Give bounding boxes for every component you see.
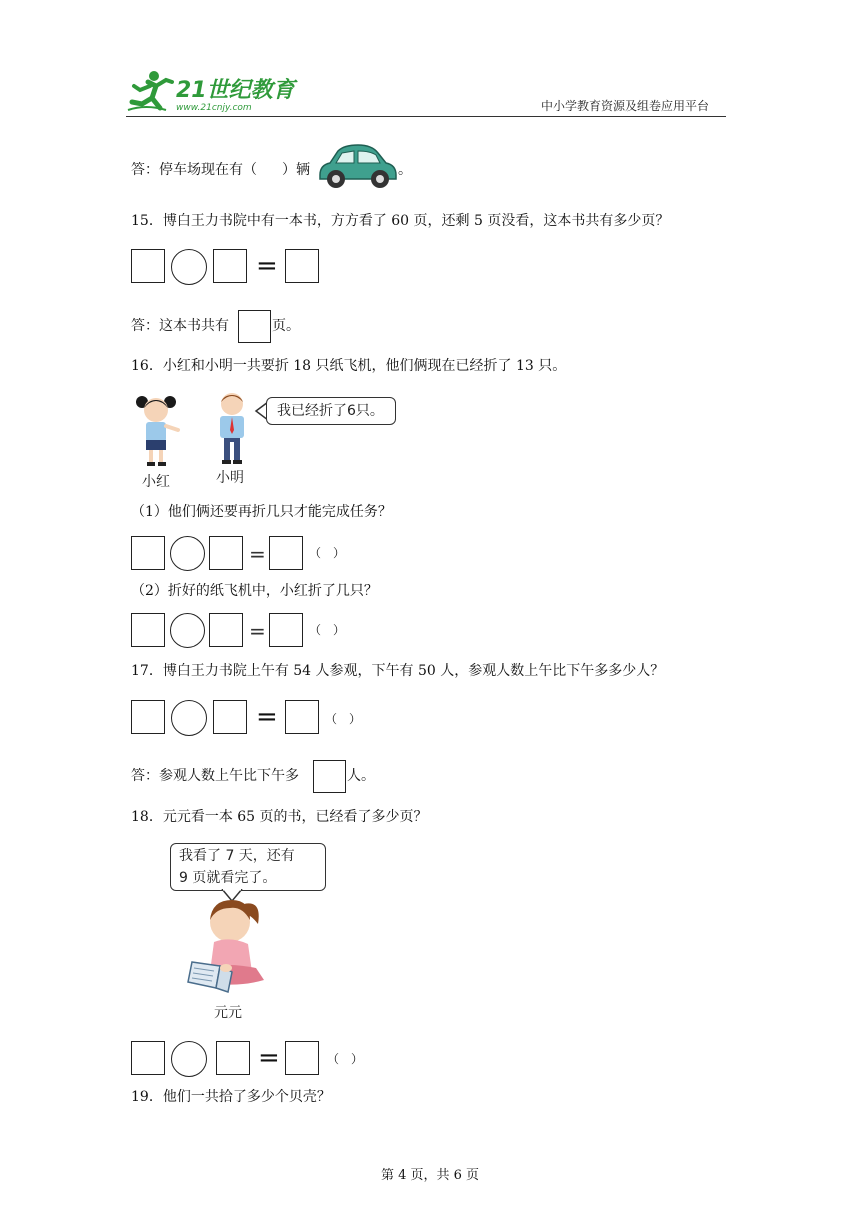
q14-answer-middle: ）辆: [282, 162, 310, 178]
q18-text: 18．元元看一本 65 页的书，已经看了多少页？: [131, 809, 428, 825]
q16-2-unit-paren[interactable]: （ ）: [309, 623, 346, 637]
q18-unit-paren[interactable]: （ ）: [327, 1052, 364, 1066]
boy-xiaoming-icon: [212, 390, 252, 466]
q14-answer-prefix: 答：停车场现在有（: [131, 162, 257, 178]
q18-box-1[interactable]: [131, 1041, 165, 1075]
logo-url: www.21cnjy.com: [176, 103, 252, 113]
q16-2-box-1[interactable]: [131, 613, 165, 647]
q18-bubble-line-1: 我看了 7 天，还有: [179, 848, 295, 864]
q16-2-operator-circle[interactable]: [170, 613, 205, 648]
header-divider: [126, 116, 726, 117]
q16-1-unit-paren[interactable]: （ ）: [309, 546, 346, 560]
q16-sub1: （1）他们俩还要再折几只才能完成任务？: [131, 504, 392, 520]
q17-text: 17．博白王力书院上午有 54 人参观，下午有 50 人，参观人数上午比下午多多少人？: [131, 663, 665, 679]
q17-answer-suffix: 人。: [347, 768, 375, 784]
q17-box-result[interactable]: [285, 700, 319, 734]
q15-answer-prefix: 答：这本书共有: [131, 318, 229, 334]
q17-operator-circle[interactable]: [171, 700, 207, 736]
q15-box-1[interactable]: [131, 249, 165, 283]
runner-logo-icon: [126, 68, 176, 114]
q15-operator-circle[interactable]: [171, 249, 207, 285]
q16-name-girl: 小红: [142, 474, 170, 490]
header-right-text: 中小学教育资源及组卷应用平台: [541, 99, 710, 113]
q18-bubble-line-2: 9 页就看完了。: [179, 870, 277, 886]
q15-equals: =: [256, 251, 278, 281]
car-icon: [314, 143, 400, 191]
q15-answer-suffix: 页。: [272, 318, 300, 334]
q17-answer-box[interactable]: [313, 760, 346, 793]
q18-equals: =: [258, 1043, 280, 1073]
q15-answer-box[interactable]: [238, 310, 271, 343]
q18-box-result[interactable]: [285, 1041, 319, 1075]
q17-box-2[interactable]: [213, 700, 247, 734]
q15-text: 15．博白王力书院中有一本书，方方看了 60 页，还剩 5 页没看，这本书共有多少页？: [131, 213, 670, 229]
girl-yuanyuan-reading-icon: [186, 892, 272, 996]
q17-box-1[interactable]: [131, 700, 165, 734]
q14-answer-end: 。: [398, 162, 412, 178]
q18-name: 元元: [214, 1005, 242, 1021]
girl-xiaohong-icon: [134, 392, 182, 468]
q16-1-box-2[interactable]: [209, 536, 243, 570]
q17-answer-prefix: 答：参观人数上午比下午多: [131, 768, 299, 784]
q18-speech-bubble: [170, 843, 326, 891]
q16-1-box-1[interactable]: [131, 536, 165, 570]
q17-equals: =: [256, 702, 278, 732]
q19-text: 19．他们一共拾了多少个贝壳？: [131, 1089, 331, 1105]
q16-speech-bubble: 我已经折了6只。: [266, 397, 396, 425]
q16-text: 16．小红和小明一共要折 18 只纸飞机，他们俩现在已经折了 13 只。: [131, 358, 567, 374]
q15-box-2[interactable]: [213, 249, 247, 283]
logo-text: 21世纪教育: [176, 78, 295, 103]
q17-unit-paren[interactable]: （ ）: [325, 712, 362, 726]
q16-2-box-result[interactable]: [269, 613, 303, 647]
q18-box-2[interactable]: [216, 1041, 250, 1075]
q18-operator-circle[interactable]: [171, 1041, 207, 1077]
q16-1-box-result[interactable]: [269, 536, 303, 570]
q16-name-boy: 小明: [216, 470, 244, 486]
page-footer: 第 4 页，共 6 页: [380, 1168, 480, 1183]
q16-2-box-2[interactable]: [209, 613, 243, 647]
q16-2-equals: =: [249, 619, 266, 643]
q16-1-operator-circle[interactable]: [170, 536, 205, 571]
q16-sub2: （2）折好的纸飞机中，小红折了几只？: [131, 583, 378, 599]
q15-box-result[interactable]: [285, 249, 319, 283]
q16-1-equals: =: [249, 542, 266, 566]
